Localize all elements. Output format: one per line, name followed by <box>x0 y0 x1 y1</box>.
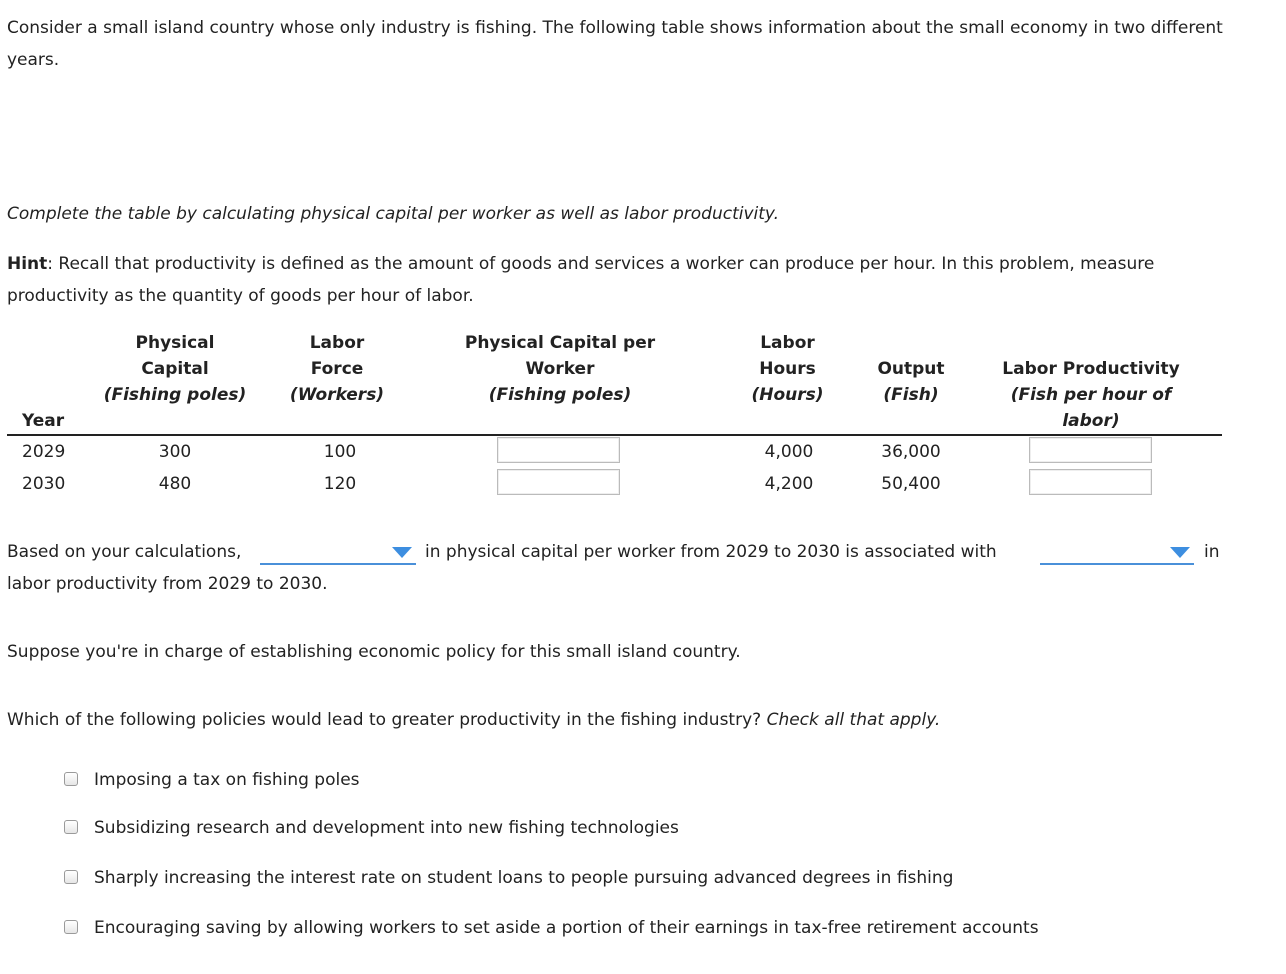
header-labor-force <box>272 330 402 408</box>
chevron-down-icon <box>1170 547 1190 558</box>
checkbox[interactable] <box>64 820 78 834</box>
row-2030-capital: 480 <box>158 474 192 494</box>
header-labor-unit: (Workers) <box>289 385 385 405</box>
row-2030-labor: 120 <box>323 474 357 494</box>
header-cpw-line1: Physical Capital per <box>464 333 656 353</box>
header-prod-unit1: (Fish per hour of <box>1010 385 1172 405</box>
row-2029-capital-per-worker-input[interactable] <box>497 437 620 463</box>
row-2029-capital: 300 <box>158 442 192 462</box>
header-labor-line1: Labor <box>309 333 365 353</box>
question-text: Which of the following policies would lead to greater productivity in the fishing industry? <box>7 710 767 730</box>
productivity-change-dropdown[interactable] <box>1040 541 1194 565</box>
instruction-text: Complete the table by calculating physical capital per worker as well as labor productivity. <box>7 204 780 224</box>
capital-change-dropdown[interactable] <box>260 541 416 565</box>
hint-text: : Recall that productivity is defined as the amount of goods and services a worker can produce per hour. In this problem, measure productivity as the quantity of goods per hour of labor. <box>7 254 1155 306</box>
sentence-part4: labor productivity from 2029 to 2030. <box>7 574 328 594</box>
header-year: Year <box>22 411 65 431</box>
checkbox[interactable] <box>64 920 78 934</box>
row-2030-capital-per-worker-input[interactable] <box>497 469 620 495</box>
row-2029-productivity-input[interactable] <box>1029 437 1152 463</box>
checkbox[interactable] <box>64 772 78 786</box>
hint-paragraph <box>7 248 1237 312</box>
header-capital-unit: (Fishing poles) <box>103 385 247 405</box>
row-2030-hours: 4,200 <box>764 474 814 494</box>
row-2030-year: 2030 <box>22 474 66 494</box>
row-2030-output: 50,400 <box>881 474 941 494</box>
row-2029-year: 2029 <box>22 442 66 462</box>
option-label: Imposing a tax on fishing poles <box>94 770 360 790</box>
header-labor-line2: Force <box>310 359 364 379</box>
option-label: Sharply increasing the interest rate on student loans to people pursuing advanced degrees in fishing <box>94 868 954 888</box>
sentence-part2: in physical capital per worker from 2029 to 2030 is associated with <box>425 542 997 562</box>
header-output <box>860 356 962 408</box>
header-hours-line2: Hours <box>759 359 816 379</box>
header-prod-line1: Labor Productivity <box>1002 359 1180 379</box>
header-labor-hours <box>730 330 845 408</box>
header-physical-capital <box>90 330 260 408</box>
row-2029-labor: 100 <box>323 442 357 462</box>
header-hours-unit: (Hours) <box>751 385 824 405</box>
option-label: Subsidizing research and development into new fishing technologies <box>94 818 679 838</box>
hint-label: Hint <box>7 254 48 274</box>
header-capital-per-worker <box>440 330 680 408</box>
question-emphasis: Check all that apply. <box>766 710 941 730</box>
option-label: Encouraging saving by allowing workers to set aside a portion of their earnings in tax-free retirement accounts <box>94 918 1039 938</box>
header-prod-unit2: labor) <box>1062 411 1120 431</box>
header-capital-line2: Capital <box>141 359 209 379</box>
row-2029-hours: 4,000 <box>764 442 814 462</box>
row-2030-productivity-input[interactable] <box>1029 469 1152 495</box>
row-2029-output: 36,000 <box>881 442 941 462</box>
checkbox[interactable] <box>64 870 78 884</box>
chevron-down-icon <box>392 547 412 558</box>
header-labor-productivity <box>985 356 1197 434</box>
header-output-unit: (Fish) <box>883 385 939 405</box>
header-cpw-line2: Worker <box>525 359 595 379</box>
sentence-part1: Based on your calculations, <box>7 542 242 562</box>
intro-text: Consider a small island country whose only industry is fishing. The following table shows information about the small economy in two different years. <box>7 18 1223 70</box>
header-output-line1: Output <box>877 359 945 379</box>
header-capital-line1: Physical <box>135 333 215 353</box>
header-cpw-unit: (Fishing poles) <box>488 385 632 405</box>
policy-intro: Suppose you're in charge of establishing economic policy for this small island country. <box>7 642 741 662</box>
sentence-part3: in <box>1204 542 1220 562</box>
header-hours-line1: Labor <box>760 333 815 353</box>
policy-question <box>7 704 1237 736</box>
